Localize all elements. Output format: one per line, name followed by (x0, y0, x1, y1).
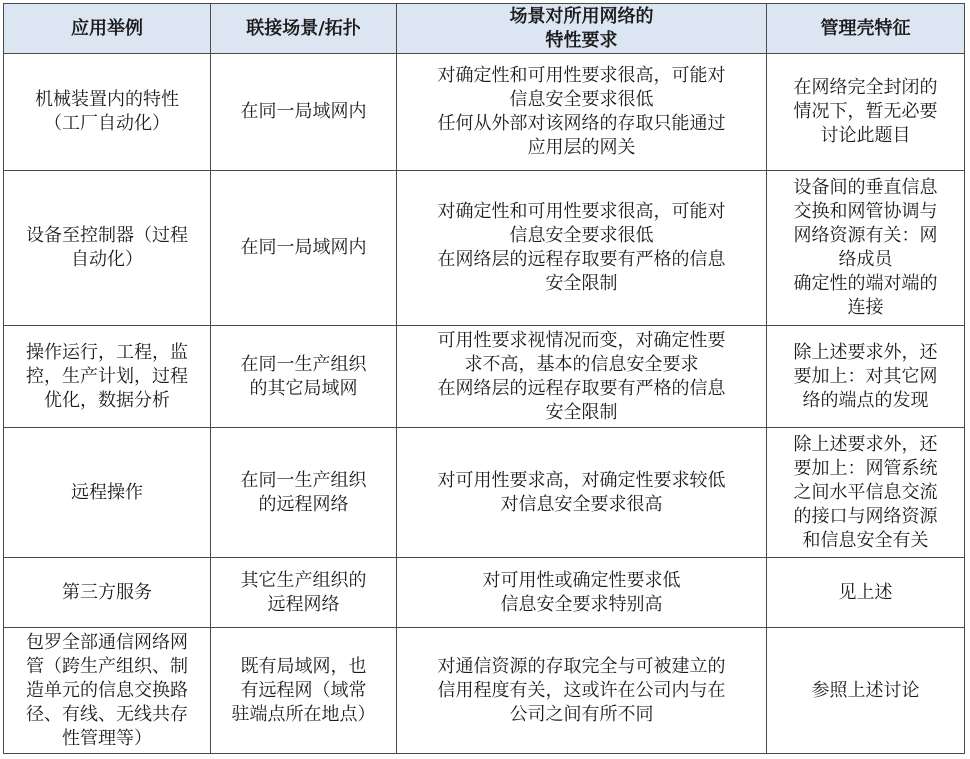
cell-text-line: 络成员 (838, 249, 893, 270)
cell-requirements (397, 558, 767, 628)
cell-text-line: 安全限制 (545, 401, 618, 423)
requirements-table (3, 3, 965, 754)
cell-text-line: 有远程网（域常 (240, 679, 367, 701)
cell-text-line: 造单元的信息交换路 (26, 679, 188, 701)
cell-text-line: 径、有线、无线共存 (26, 703, 188, 725)
cell-requirements (397, 628, 767, 754)
cell-text-line: 任何从外部对该网络的存取只能通过 (437, 113, 726, 134)
cell-topology (211, 428, 397, 558)
cell-text-line: 应用层的网关 (527, 137, 636, 158)
table-row (4, 558, 965, 628)
header-cell-application (4, 4, 211, 54)
cell-text-line: 在网络层的远程存取要有严格的信息 (437, 249, 726, 270)
cell-requirements (397, 428, 767, 558)
cell-text-line: 要加上：对其它网 (793, 365, 938, 387)
table-row (4, 326, 965, 428)
header-row (4, 4, 965, 54)
cell-text-line: 网络资源有关：网 (793, 225, 938, 246)
cell-text-line: 信息安全要求很低 (509, 225, 654, 246)
table-row (4, 628, 965, 754)
cell-topology (211, 326, 397, 428)
cell-text-line: 管理壳特征 (820, 17, 911, 39)
cell-text-line: 远程网络 (267, 593, 340, 615)
cell-text-line: 情况下，暂无必要 (793, 101, 938, 122)
cell-text-line: 络的端点的发现 (802, 389, 929, 411)
cell-text-line: 控，生产计划，过程 (26, 365, 188, 387)
cell-text-line: 在同一局域网内 (240, 101, 367, 122)
cell-text-line: 在同一生产组织 (240, 353, 367, 375)
cell-text-line: 对通信资源的存取完全与可被建立的 (437, 655, 726, 677)
cell-shell-features (767, 628, 965, 754)
cell-text-line: 信用程度有关，这或许在公司内与在 (437, 679, 726, 701)
cell-text-line: 的接口与网络资源 (793, 505, 938, 527)
cell-text-line: 的其它局域网 (249, 377, 358, 399)
cell-text-line: 可用性要求视情况而变，对确定性要 (437, 329, 726, 351)
cell-text-line: 联接场景/拓扑 (246, 17, 361, 39)
cell-text-line: 信息安全要求特别高 (500, 593, 663, 615)
cell-topology (211, 558, 397, 628)
table-row (4, 54, 965, 171)
cell-text-line: 驻端点所在地点） (231, 703, 376, 725)
cell-text-line: 自动化） (71, 249, 143, 270)
cell-topology (211, 54, 397, 171)
cell-text-line: 性管理等） (62, 727, 152, 749)
cell-application (4, 326, 211, 428)
table-row (4, 428, 965, 558)
cell-text-line: 远程操作 (71, 481, 143, 503)
cell-text-line: 公司之间有所不同 (509, 703, 654, 725)
cell-application (4, 428, 211, 558)
cell-text-line: 信息安全要求很低 (509, 89, 654, 110)
cell-text-line: 交换和网管协调与 (793, 201, 938, 222)
header-cell-requirements (397, 4, 767, 54)
cell-shell-features (767, 326, 965, 428)
cell-text-line: 在同一生产组织 (240, 469, 367, 491)
cell-text-line: 要加上：网管系统 (793, 457, 938, 479)
cell-text-line: 对确定性和可用性要求很高，可能对 (437, 65, 726, 86)
cell-requirements (397, 171, 767, 326)
cell-text-line: 安全限制 (545, 273, 618, 294)
cell-text-line: 对可用性要求高，对确定性要求较低 (437, 469, 726, 491)
cell-text-line: 对可用性或确定性要求低 (482, 569, 681, 591)
cell-text-line: 在同一局域网内 (240, 237, 367, 258)
cell-text-line: 应用举例 (71, 17, 143, 39)
cell-text-line: 对信息安全要求很高 (500, 493, 663, 515)
cell-application (4, 558, 211, 628)
cell-text-line: 特性要求 (545, 29, 618, 51)
cell-shell-features (767, 428, 965, 558)
cell-text-line: 和信息安全有关 (802, 529, 929, 551)
cell-text-line: 除上述要求外，还 (793, 433, 938, 455)
cell-text-line: 之间水平信息交流 (793, 481, 938, 503)
cell-text-line: 优化，数据分析 (44, 389, 170, 411)
cell-text-line: 在网络层的远程存取要有严格的信息 (437, 377, 726, 399)
cell-text-line: 参照上述讨论 (811, 679, 920, 701)
cell-text-line: 第三方服务 (62, 581, 152, 603)
cell-requirements (397, 54, 767, 171)
cell-text-line: 设备至控制器（过程 (26, 225, 188, 246)
cell-text-line: 连接 (847, 297, 884, 318)
cell-application (4, 628, 211, 754)
cell-text-line: 其它生产组织的 (240, 569, 367, 591)
cell-text-line: 包罗全部通信网络网 (26, 631, 188, 653)
cell-text-line: （工厂自动化） (44, 113, 170, 134)
cell-application (4, 54, 211, 171)
cell-text-line: 讨论此题目 (820, 125, 911, 146)
cell-text-line: 求不高，基本的信息安全要求 (464, 353, 699, 375)
header-cell-shell-features (767, 4, 965, 54)
cell-text-line: 操作运行，工程，监 (26, 341, 188, 363)
cell-text-line: 的远程网络 (258, 493, 349, 515)
cell-text-line: 除上述要求外，还 (793, 341, 938, 363)
cell-text-line: 对确定性和可用性要求很高，可能对 (437, 201, 726, 222)
cell-text-line: 见上述 (838, 581, 893, 603)
cell-text-line: 既有局域网，也 (240, 655, 367, 677)
cell-text-line: 管（跨生产组织、制 (26, 655, 188, 677)
cell-application (4, 171, 211, 326)
cell-shell-features (767, 54, 965, 171)
cell-text-line: 设备间的垂直信息 (793, 177, 938, 198)
cell-text-line: 确定性的端对端的 (793, 273, 938, 294)
cell-shell-features (767, 558, 965, 628)
cell-text-line: 场景对所用网络的 (509, 5, 654, 27)
cell-shell-features (767, 171, 965, 326)
cell-topology (211, 628, 397, 754)
header-cell-topology (211, 4, 397, 54)
cell-text-line: 在网络完全封闭的 (793, 77, 938, 98)
cell-requirements (397, 326, 767, 428)
cell-topology (211, 171, 397, 326)
table-row (4, 171, 965, 326)
cell-text-line: 机械装置内的特性 (35, 89, 179, 110)
